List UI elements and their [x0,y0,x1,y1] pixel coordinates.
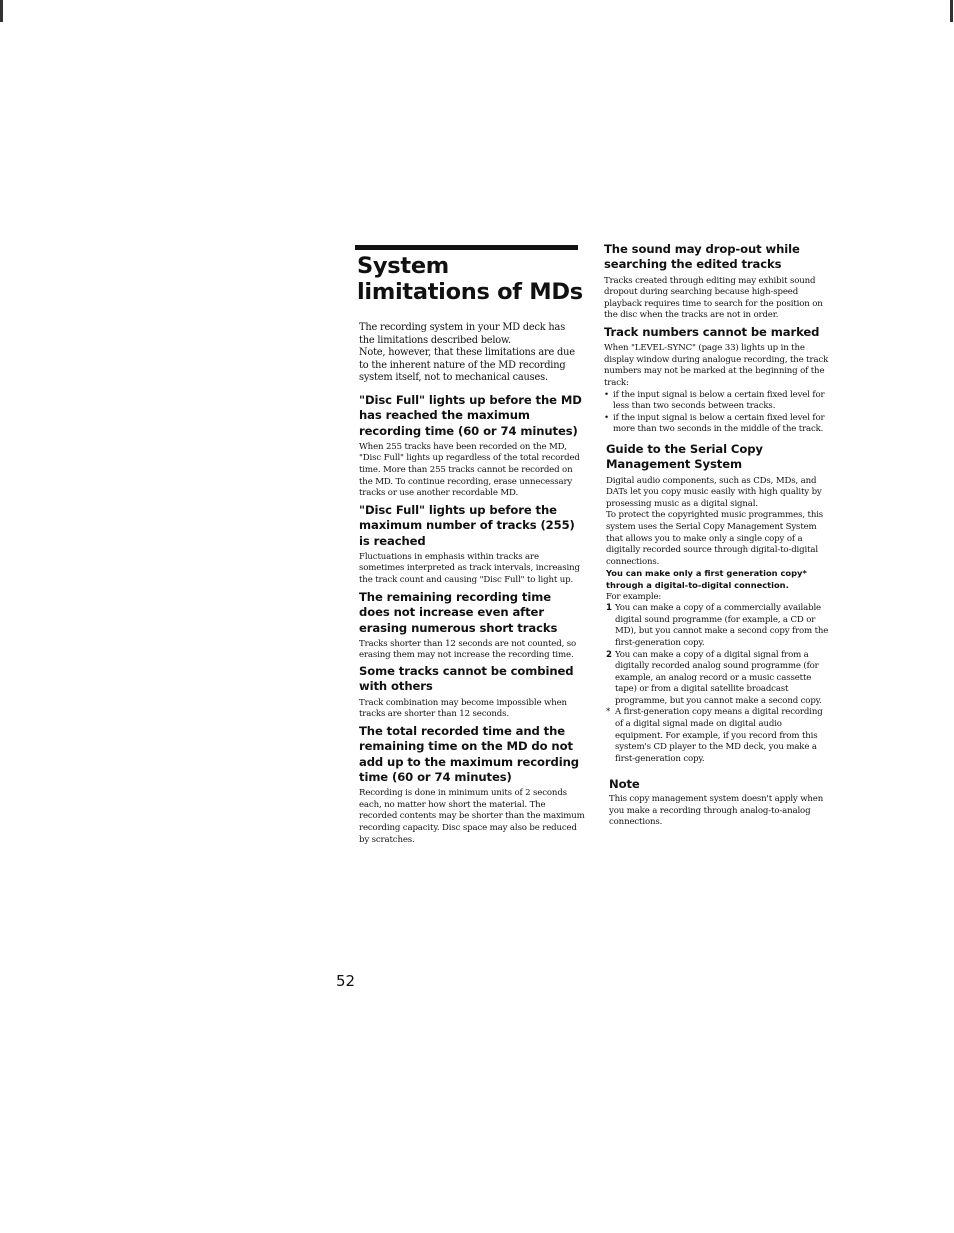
scan-edge-mark-left [0,0,3,22]
bullet-item [604,390,832,413]
section-heading: The total recorded time and the remaining time on the MD do not add up to the maximum recording time (60 or 74 minutes) [359,724,579,784]
section-combine [359,664,583,721]
section-disc-full-tracks [359,503,583,587]
section-body: Tracks shorter than 12 seconds are not counted, so erasing them may not increase the recording time. [359,638,577,661]
bullet-text: if the input signal is below a certain fixed level for more than two seconds in the middle of the track. [613,412,825,435]
emphasis-text: You can make only a first generation copy* through a digital-to-digital connection. [606,568,807,590]
section-remaining-time [359,590,583,662]
list-item [606,603,832,649]
section-body: Track combination may become impossible when tracks are shorter than 12 seconds. [359,697,567,720]
list-text: You can make a copy of a digital signal from a digitally recorded analog sound programme (for example, an analog record or a music cassette tape) or from a digital satellite broadcast programme, but you cannot make a second copy. [615,649,822,706]
section-total-time [359,724,585,846]
section-body: Tracks created through editing may exhibit sound dropout during searching because high-speed playback requires time to search for the position on the disc when the tracks are not in order. [604,275,823,321]
section-heading: The sound may drop-out while searching the edited tracks [604,242,800,272]
bullet-item [604,413,832,436]
list-text: You can make a copy of a commercially available digital sound programme (for example, a CD or MD), but you cannot make a second copy from the first-generation copy. [615,603,829,648]
list-marker: 2 [606,649,612,660]
list-text: A first-generation copy means a digital recording of a digital signal made on digital audio equipment. For example, if you record from this system's CD player to the MD deck, you make a first-generation copy. [615,707,823,764]
section-body: Fluctuations in emphasis within tracks are sometimes interpreted as track intervals, increasing the track count and causing "Disc Full" to light up. [359,551,580,586]
paragraph: Digital audio components, such as CDs, MDs, and DATs let you copy music easily with high quality by prosessing music as a digital signal. [606,475,822,509]
section-track-numbers [604,325,832,436]
section-disc-full-time [359,393,583,500]
section-scms [606,442,832,765]
list-item [606,707,832,765]
intro-paragraph-1: The recording system in your MD deck has the limitations described below. [359,322,566,346]
section-heading: "Disc Full" lights up before the maximum number of tracks (255) is reached [359,503,575,548]
section-heading: Some tracks cannot be combined with others [359,664,574,694]
intro [359,322,581,385]
bullet-text: if the input signal is below a certain fixed level for less than two seconds between tracks. [613,389,825,412]
scan-edge-mark-right [950,0,953,22]
note-heading: Note [609,777,640,791]
section-body: Recording is done in minimum units of 2 seconds each, no matter how short the material. The recorded contents may be shorter than the maximum recording capacity. Disc space may also be reduced by scratches. [359,788,585,845]
list-marker: * [606,707,611,718]
section-sound-dropout [604,242,832,322]
bullet-mark: • [604,389,609,400]
section-heading: The remaining recording time does not increase even after erasing numerous short tracks [359,590,558,635]
section-heading: "Disc Full" lights up before the MD has reached the maximum recording time (60 or 74 minutes) [359,393,582,438]
section-heading: Track numbers cannot be marked [604,325,820,339]
example-label: For example: [606,591,662,602]
section-body: When "LEVEL-SYNC" (page 33) lights up in the display window during analogue recording, the track numbers may not be marked at the beginning of the track: [604,343,829,389]
paragraph: To protect the copyrighted music programmes, this system uses the Serial Copy Management System that allows you to make only a single copy of a digitally recorded source through digital-to-digital connections. [606,510,824,567]
note-body: This copy management system doesn't apply when you make a recording through analog-to-analog connections. [609,794,824,828]
page-number: 52 [336,972,356,990]
section-body: When 255 tracks have been recorded on the MD, "Disc Full" lights up regardless of the total recorded time. More than 255 tracks cannot be recorded on the MD. To continue recording, erase unnecessary tracks or use another recordable MD. [359,441,580,499]
title-rule [355,245,578,250]
section-heading: Guide to the Serial Copy Management System [606,442,763,472]
bullet-mark: • [604,412,609,423]
list-marker: 1 [606,603,612,614]
section-note [609,777,831,829]
page-title: System limitations of MDs [357,253,583,305]
list-item [606,650,832,708]
intro-paragraph-2: Note, however, that these limitations are due to the inherent nature of the MD recording system itself, not to mechanical causes. [359,347,575,384]
